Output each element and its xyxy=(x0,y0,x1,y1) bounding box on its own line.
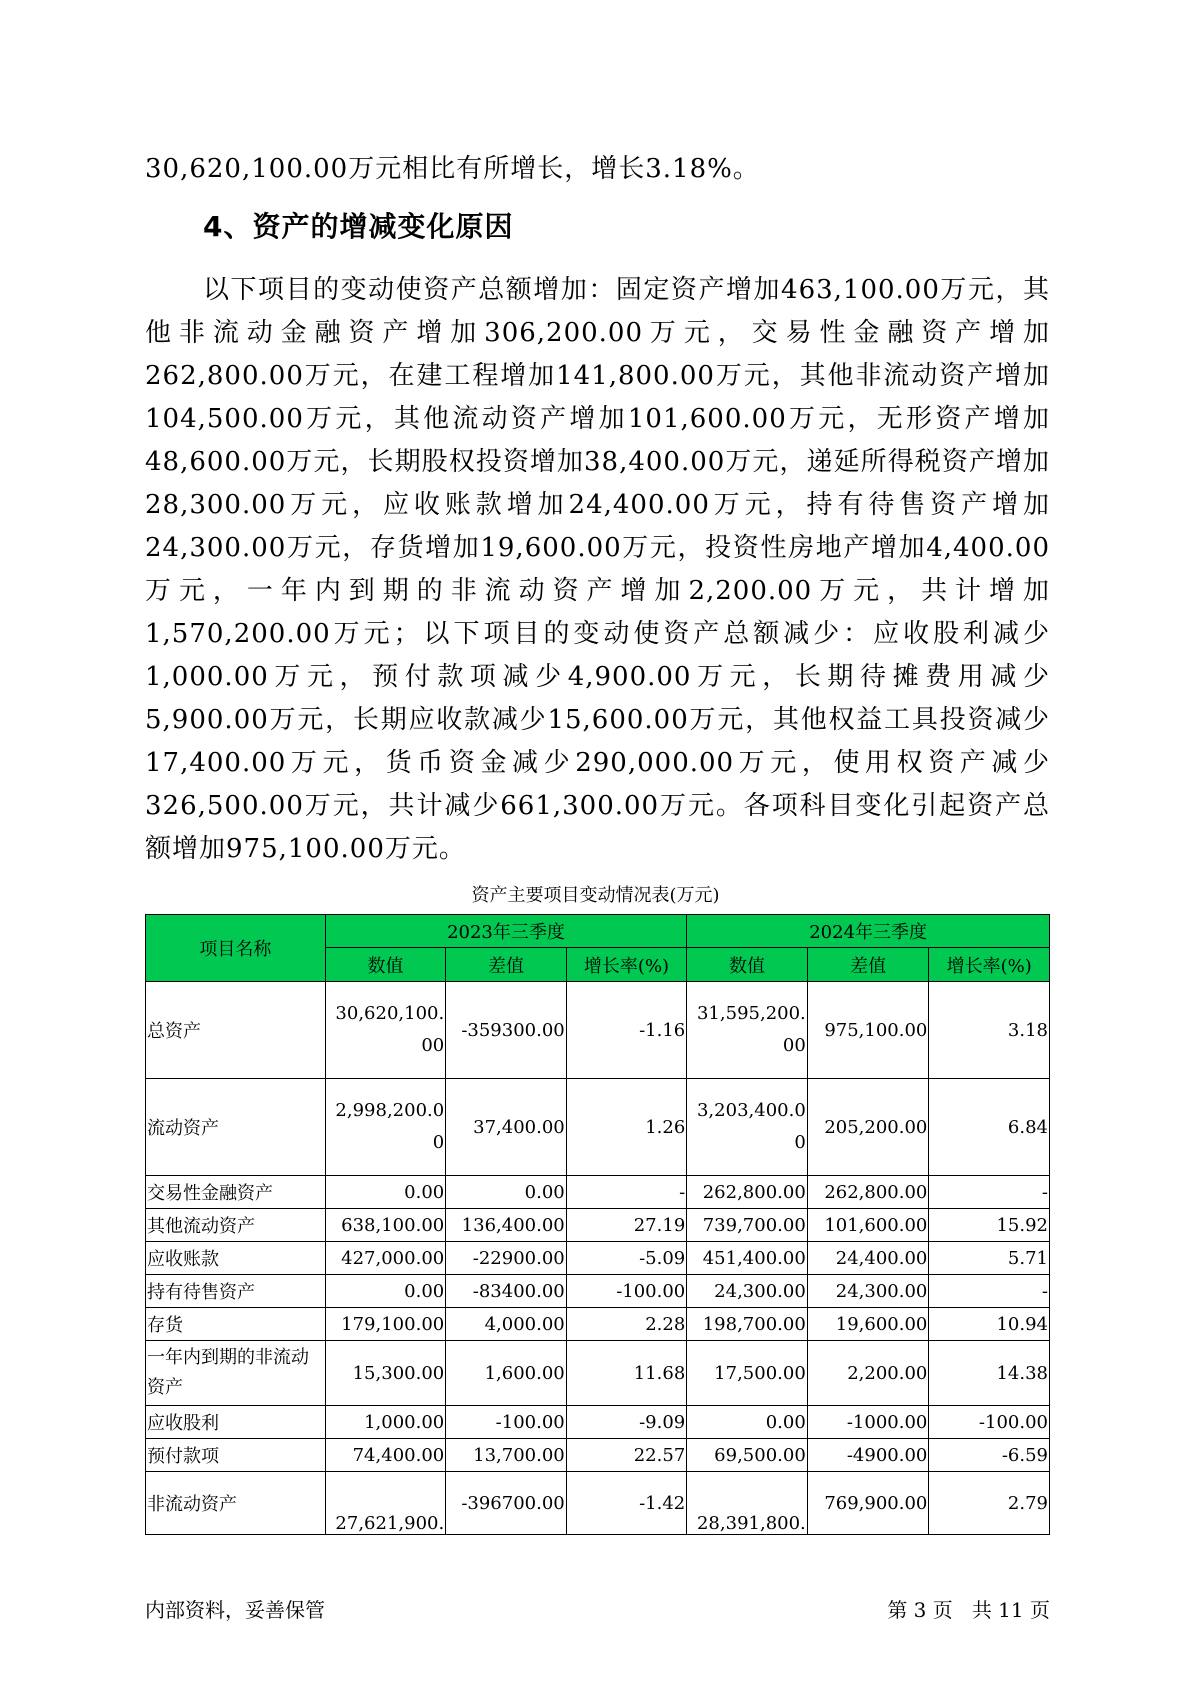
cell-value-2023: 74,400.00 xyxy=(325,1439,446,1472)
cell-value-2024: 739,700.00 xyxy=(687,1209,808,1242)
table-row xyxy=(146,1439,1050,1472)
cell-value-2023: 15,300.00 xyxy=(325,1341,446,1406)
footer-confidential-note: 内部资料，妥善保管 xyxy=(145,1598,325,1622)
cell-diff-2024: 769,900.00 xyxy=(807,1472,929,1535)
header-diff-2024: 差值 xyxy=(807,948,929,982)
row-name: 持有待售资产 xyxy=(146,1275,326,1308)
cell-growth-2024: - xyxy=(929,1176,1050,1209)
header-value-2023: 数值 xyxy=(325,948,446,982)
cell-growth-2023: 1.26 xyxy=(566,1079,687,1176)
cell-value-2023: 0.00 xyxy=(325,1176,446,1209)
cell-value-2024: 451,400.00 xyxy=(687,1242,808,1275)
cell-diff-2024: 24,400.00 xyxy=(807,1242,929,1275)
cell-diff-2024: -1000.00 xyxy=(807,1406,929,1439)
footer-page-number: 第 3 页 共 11 页 xyxy=(887,1598,1050,1622)
asset-change-table xyxy=(145,914,1050,1535)
cell-value-2023: 179,100.00 xyxy=(325,1308,446,1341)
cell-growth-2023: 11.68 xyxy=(566,1341,687,1406)
row-name: 一年内到期的非流动资产 xyxy=(146,1341,326,1406)
cell-growth-2023: - xyxy=(566,1176,687,1209)
cell-value-2023: 2,998,200.00 xyxy=(325,1079,446,1176)
cell-value-2023: 27,621,900. xyxy=(325,1472,446,1535)
cell-growth-2024: 10.94 xyxy=(929,1308,1050,1341)
cell-growth-2024: 2.79 xyxy=(929,1472,1050,1535)
table-row xyxy=(146,1176,1050,1209)
cell-value-2024: 24,300.00 xyxy=(687,1275,808,1308)
cell-growth-2023: -9.09 xyxy=(566,1406,687,1439)
cell-diff-2023: -100.00 xyxy=(446,1406,567,1439)
cell-diff-2023: 136,400.00 xyxy=(446,1209,567,1242)
row-name: 非流动资产 xyxy=(146,1472,326,1535)
continuation-line: 30,620,100.00万元相比有所增长，增长3.18%。 xyxy=(145,154,760,184)
row-name: 应收股利 xyxy=(146,1406,326,1439)
cell-growth-2024: -6.59 xyxy=(929,1439,1050,1472)
table-caption: 资产主要项目变动情况表(万元) xyxy=(471,885,720,906)
cell-diff-2023: -396700.00 xyxy=(446,1472,567,1535)
row-name: 交易性金融资产 xyxy=(146,1176,326,1209)
cell-diff-2024: 101,600.00 xyxy=(807,1209,929,1242)
cell-diff-2023: 4,000.00 xyxy=(446,1308,567,1341)
cell-value-2023: 427,000.00 xyxy=(325,1242,446,1275)
cell-growth-2024: -100.00 xyxy=(929,1406,1050,1439)
cell-growth-2023: 22.57 xyxy=(566,1439,687,1472)
cell-value-2024: 3,203,400.00 xyxy=(687,1079,808,1176)
cell-value-2024: 0.00 xyxy=(687,1406,808,1439)
table-row xyxy=(146,1209,1050,1242)
header-period-2023: 2023年三季度 xyxy=(325,915,687,948)
section-heading: 4、资产的增减变化原因 xyxy=(203,210,514,243)
cell-growth-2023: -100.00 xyxy=(566,1275,687,1308)
cell-diff-2023: 0.00 xyxy=(446,1176,567,1209)
cell-growth-2023: 2.28 xyxy=(566,1308,687,1341)
cell-growth-2023: -5.09 xyxy=(566,1242,687,1275)
table-row xyxy=(146,1308,1050,1341)
cell-diff-2024: 975,100.00 xyxy=(807,982,929,1079)
cell-diff-2023: 37,400.00 xyxy=(446,1079,567,1176)
cell-diff-2023: 13,700.00 xyxy=(446,1439,567,1472)
cell-diff-2024: 2,200.00 xyxy=(807,1341,929,1406)
cell-diff-2023: 1,600.00 xyxy=(446,1341,567,1406)
cell-diff-2024: 24,300.00 xyxy=(807,1275,929,1308)
header-diff-2023: 差值 xyxy=(446,948,567,982)
row-name: 预付款项 xyxy=(146,1439,326,1472)
cell-growth-2024: 6.84 xyxy=(929,1079,1050,1176)
cell-value-2024: 69,500.00 xyxy=(687,1439,808,1472)
cell-diff-2024: 19,600.00 xyxy=(807,1308,929,1341)
cell-value-2024: 17,500.00 xyxy=(687,1341,808,1406)
cell-diff-2024: 262,800.00 xyxy=(807,1176,929,1209)
table-row xyxy=(146,1079,1050,1176)
table-row xyxy=(146,1242,1050,1275)
cell-value-2023: 0.00 xyxy=(325,1275,446,1308)
cell-growth-2024: 15.92 xyxy=(929,1209,1050,1242)
body-paragraph: 以下项目的变动使资产总额增加：固定资产增加463,100.00万元，其他非流动金融资产增加306,200.00万元，交易性金融资产增加262,800.00万元，在建工程增加141,800.00万元，其他非流动资产增加104,500.00万元，其他流动资产增加101,600.00万元，无形资产增加48,600.00万元，长期股权投资增加38,400.00万元，递延所得税资产增加28,300.00万元，应收账款增加24,400.00万元，持有待售资产增加24,300.00万元，存货增加19,600.00万元，投资性房地产增加4,400.00万元，一年内到期的非流动资产增加2,200.00万元，共计增加1,570,200.00万元；以下项目的变动使资产总额减少：应收股利减少1,000.00万元，预付款项减少4,900.00万元，长期待摊费用减少5,900.00万元，长期应收款减少15,600.00万元，其他权益工具投资减少17,400.00万元，货币资金减少290,000.00万元，使用权资产减少326,500.00万元，共计减少661,300.00万元。各项科目变化引起资产总额增加975,100.00万元。 xyxy=(145,275,1050,864)
table-row xyxy=(146,1472,1050,1535)
table-row xyxy=(146,1275,1050,1308)
header-growth-2023: 增长率(%) xyxy=(566,948,687,982)
cell-diff-2023: -22900.00 xyxy=(446,1242,567,1275)
row-name: 其他流动资产 xyxy=(146,1209,326,1242)
cell-value-2023: 1,000.00 xyxy=(325,1406,446,1439)
cell-value-2024: 28,391,800. xyxy=(687,1472,808,1535)
header-item-name: 项目名称 xyxy=(146,915,326,982)
row-name: 流动资产 xyxy=(146,1079,326,1176)
table-row xyxy=(146,1341,1050,1406)
row-name: 存货 xyxy=(146,1308,326,1341)
header-value-2024: 数值 xyxy=(687,948,808,982)
table-row xyxy=(146,1406,1050,1439)
cell-value-2024: 198,700.00 xyxy=(687,1308,808,1341)
cell-value-2023: 638,100.00 xyxy=(325,1209,446,1242)
row-name: 应收账款 xyxy=(146,1242,326,1275)
cell-growth-2023: 27.19 xyxy=(566,1209,687,1242)
table-row xyxy=(146,982,1050,1079)
cell-growth-2024: 3.18 xyxy=(929,982,1050,1079)
header-growth-2024: 增长率(%) xyxy=(929,948,1050,982)
cell-value-2024: 31,595,200.00 xyxy=(687,982,808,1079)
cell-growth-2024: 14.38 xyxy=(929,1341,1050,1406)
cell-growth-2023: -1.16 xyxy=(566,982,687,1079)
cell-diff-2023: -359300.00 xyxy=(446,982,567,1079)
cell-diff-2024: 205,200.00 xyxy=(807,1079,929,1176)
cell-value-2024: 262,800.00 xyxy=(687,1176,808,1209)
cell-growth-2024: - xyxy=(929,1275,1050,1308)
header-period-2024: 2024年三季度 xyxy=(687,915,1050,948)
cell-diff-2023: -83400.00 xyxy=(446,1275,567,1308)
cell-growth-2023: -1.42 xyxy=(566,1472,687,1535)
cell-diff-2024: -4900.00 xyxy=(807,1439,929,1472)
cell-growth-2024: 5.71 xyxy=(929,1242,1050,1275)
cell-value-2023: 30,620,100.00 xyxy=(325,982,446,1079)
row-name: 总资产 xyxy=(146,982,326,1079)
